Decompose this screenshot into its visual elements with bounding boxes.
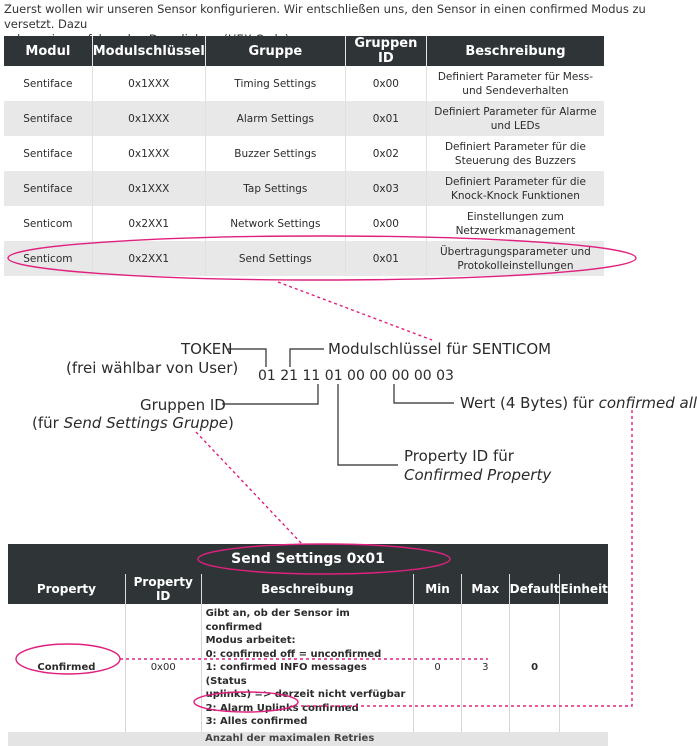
table-row bbox=[8, 604, 608, 732]
table-row bbox=[4, 136, 604, 171]
cell-modul: Senticom bbox=[4, 206, 92, 241]
send-settings-title: Send Settings 0x01 bbox=[8, 544, 608, 574]
cell-gruppen-id: 0x00 bbox=[345, 66, 426, 101]
desc-line: 2: Alarm Uplinks confirmed bbox=[205, 702, 359, 714]
cell-gruppen-id: 0x00 bbox=[345, 206, 426, 241]
cell-min: 0 bbox=[414, 604, 462, 732]
module-group-table bbox=[4, 36, 604, 276]
cell-blank bbox=[414, 732, 608, 746]
table-row bbox=[4, 206, 604, 241]
header-beschreibung: Beschreibung bbox=[426, 36, 604, 66]
cell-gruppe: Alarm Settings bbox=[205, 101, 345, 136]
desc-line: 1: confirmed INFO messages (Status bbox=[205, 662, 367, 687]
gruppen-id-label: Gruppen ID bbox=[140, 396, 226, 414]
cell-gruppen-id: 0x02 bbox=[345, 136, 426, 171]
header-default: Default bbox=[509, 574, 560, 604]
gruppen-note-italic: Send Settings Gruppe bbox=[63, 414, 228, 432]
cell-gruppe: Buzzer Settings bbox=[205, 136, 345, 171]
cell-beschreibung: Definiert Parameter für Alarme und LEDs bbox=[426, 101, 604, 136]
cell-modul: Sentiface bbox=[4, 66, 92, 101]
table-row bbox=[4, 66, 604, 101]
desc-line: 3: Alles confirmed bbox=[205, 716, 308, 727]
cell-max: 3 bbox=[461, 604, 509, 732]
intro-line-1: Zuerst wollen wir unseren Sensor konfigurieren. Wir entschließen uns, den Sensor in einen confirmed Modus zu versetzt. Dazu bbox=[4, 2, 646, 31]
cell-modul: Senticom bbox=[4, 241, 92, 276]
cell-default: 0 bbox=[509, 604, 560, 732]
cell-beschreibung: Einstellungen zum Netzwerkmanagement bbox=[426, 206, 604, 241]
header-property: Property bbox=[8, 574, 125, 604]
wert-prefix: Wert (4 Bytes) für bbox=[460, 394, 599, 412]
header-min: Min bbox=[414, 574, 462, 604]
table-row bbox=[4, 171, 604, 206]
header-property-id: Property ID bbox=[125, 574, 201, 604]
cell-beschreibung: Definiert Parameter für Mess- und Sendeverhalten bbox=[426, 66, 604, 101]
cell-beschreibung bbox=[201, 604, 414, 732]
property-id-connector bbox=[338, 384, 398, 465]
cell-modulschluessel: 0x1XXX bbox=[92, 136, 205, 171]
cell-modulschluessel: 0x2XX1 bbox=[92, 241, 205, 276]
desc-line: uplinks) => derzeit nicht verfügbar bbox=[205, 689, 406, 700]
cell-property-id: 0x00 bbox=[125, 604, 201, 732]
header-gruppe: Gruppe bbox=[205, 36, 345, 66]
token-note: (frei wählbar von User) bbox=[66, 359, 239, 377]
cell-modulschluessel: 0x2XX1 bbox=[92, 206, 205, 241]
cell-modulschluessel: 0x1XXX bbox=[92, 66, 205, 101]
header-max: Max bbox=[461, 574, 509, 604]
cell-gruppe: Timing Settings bbox=[205, 66, 345, 101]
gruppen-note-suffix: ) bbox=[228, 414, 234, 432]
send-settings-table bbox=[8, 544, 608, 746]
cell-beschreibung: Definiert Parameter für die Knock-Knock Funktionen bbox=[426, 171, 604, 206]
cell-property: Confirmed bbox=[8, 604, 125, 732]
cell-gruppen-id: 0x01 bbox=[345, 241, 426, 276]
desc-line: Gibt an, ob der Sensor im confirmed bbox=[205, 608, 350, 633]
dashed-connector bbox=[196, 432, 302, 544]
cell-gruppen-id: 0x03 bbox=[345, 171, 426, 206]
header-beschreibung: Beschreibung bbox=[201, 574, 414, 604]
gruppen-id-note bbox=[32, 414, 234, 432]
table-row bbox=[4, 101, 604, 136]
gruppen-id-connector bbox=[222, 384, 318, 404]
cell-einheit bbox=[560, 604, 608, 732]
cell-blank bbox=[8, 732, 125, 746]
header-modulschluessel: Modulschlüssel bbox=[92, 36, 205, 66]
wert-label bbox=[460, 394, 697, 412]
cell-modul: Sentiface bbox=[4, 101, 92, 136]
cell-beschreibung: Definiert Parameter für die Steuerung des Buzzers bbox=[426, 136, 604, 171]
cell-gruppe: Send Settings bbox=[205, 241, 345, 276]
desc-line: Modus arbeitet: bbox=[205, 635, 296, 646]
cell-gruppe: Tap Settings bbox=[205, 171, 345, 206]
table-row-partial bbox=[8, 732, 608, 746]
table-row-highlighted bbox=[4, 241, 604, 276]
header-modul: Modul bbox=[4, 36, 92, 66]
modulschluessel-connector bbox=[290, 349, 324, 367]
property-id-italic: Confirmed Property bbox=[404, 466, 552, 484]
cell-modul: Sentiface bbox=[4, 171, 92, 206]
cell-gruppen-id: 0x01 bbox=[345, 101, 426, 136]
header-einheit: Einheit bbox=[560, 574, 608, 604]
send-settings-title-row bbox=[8, 544, 608, 574]
cell-modul: Sentiface bbox=[4, 136, 92, 171]
cell-next-desc: Anzahl der maximalen Retries bbox=[201, 732, 414, 746]
gruppen-note-prefix: (für bbox=[32, 414, 64, 432]
header-gruppen-id: Gruppen ID bbox=[345, 36, 426, 66]
modulschluessel-label: Modulschlüssel für SENTICOM bbox=[328, 340, 552, 358]
cell-blank bbox=[125, 732, 201, 746]
wert-connector bbox=[394, 384, 454, 403]
property-id-label: Property ID für bbox=[404, 447, 514, 465]
hex-downlink: 01 21 11 01 00 00 00 00 03 bbox=[258, 368, 454, 384]
token-label: TOKEN bbox=[181, 340, 233, 358]
cell-modulschluessel: 0x1XXX bbox=[92, 101, 205, 136]
cell-beschreibung: Übertragungsparameter und Protokolleinstellungen bbox=[426, 241, 604, 276]
send-settings-header-row bbox=[8, 574, 608, 604]
wert-italic: confirmed all bbox=[598, 394, 697, 412]
desc-line: 0: confirmed off = unconfirmed bbox=[205, 648, 382, 660]
cell-modulschluessel: 0x1XXX bbox=[92, 171, 205, 206]
dashed-connector bbox=[278, 282, 432, 340]
cell-gruppe: Network Settings bbox=[205, 206, 345, 241]
